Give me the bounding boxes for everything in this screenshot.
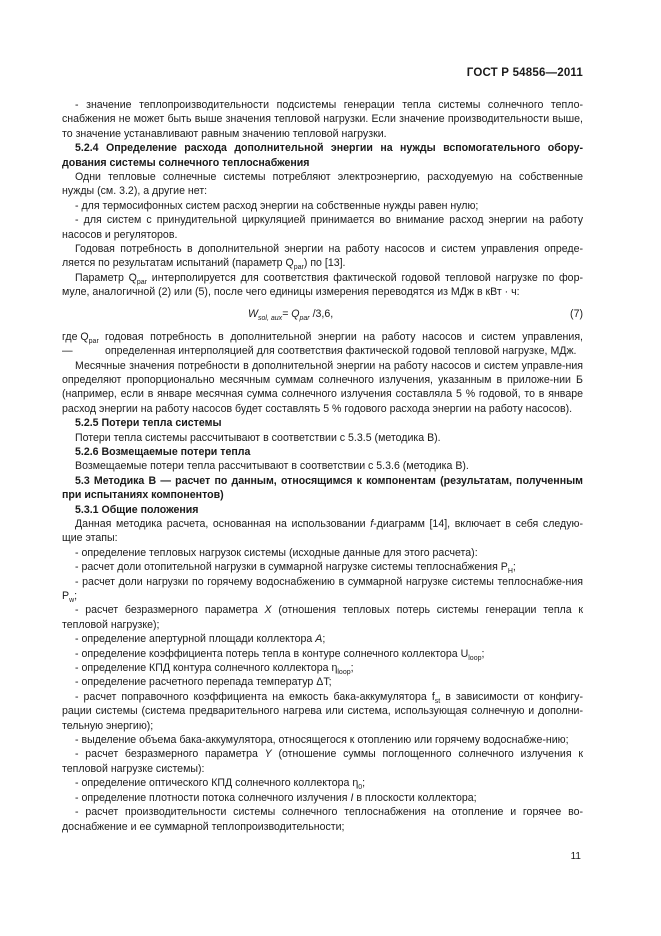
- paragraph: Годовая потребность в дополнительной энергии на работу насосов и систем управления опреде-ляется по результатам испытаний (параметр $Q_{par}$) по [13].: [62, 243, 583, 272]
- list-item: - определение оптического КПД солнечного коллектора $\eta_0$;: [75, 777, 366, 792]
- list-item: - определение КПД контура солнечного коллектора $\eta_{loop}$;: [75, 662, 354, 677]
- list-item: - определение апертурной площади коллектора A;: [75, 633, 326, 646]
- list-item: - для термосифонных систем расход энергии на собственные нужды равен нулю;: [75, 199, 479, 212]
- list-item: - расчет производительности системы солнечного теплоснабжения на отопление и горячее во-доснабжение и ее суммарной теплопроизводительности;: [62, 806, 583, 833]
- section-heading-5-2-5: 5.2.5 Потери тепла системы: [75, 417, 222, 430]
- list-item: - для систем с принудительной циркуляцией принимается во внимание расход энергии на работу насосов и регуляторов.: [62, 214, 583, 241]
- paragraph: Потери тепла системы рассчитывают в соответствии с 5.3.5 (методика В).: [75, 431, 441, 444]
- standard-code-header: ГОСТ Р 54856—2011: [466, 67, 583, 79]
- paragraph: Одни тепловые солнечные системы потребляют электроэнергию, расходуемую на собственные нужды (см. 3.2), а другие нет:: [62, 171, 583, 198]
- formula-expression: $W_{sol, aux}= Q_{par}$ /3,6,: [248, 307, 334, 322]
- formula-7: [62, 302, 583, 330]
- paragraph: Параметр $Q_{par}$ интерполируется для соответствия фактической годовой тепловой нагрузке по фор-муле, аналогичной (2) или (5), после чего единицы измерения переводятся из МДж в кВт · ч:: [62, 271, 583, 299]
- formula-legend: [62, 330, 583, 359]
- list-item: - расчет доли отопительной нагрузки в суммарной нагрузке системы теплоснабжения $P_H$;: [75, 561, 516, 576]
- list-item: - расчет поправочного коэффициента на емкость бака-аккумулятора $f_{st}$ в зависимости от конфигу-рации системы (система предварительного нагрева или система, использующая солнечную и дополни-тельную энергию);: [62, 690, 583, 732]
- list-item: - расчет доли нагрузки по горячему водоснабжению в суммарной нагрузке системы теплоснабже-ния $P_w$;: [62, 575, 583, 605]
- list-item: - определение расчетного перепада температур ΔT;: [75, 676, 332, 689]
- list-item: - определение тепловых нагрузок системы (исходные данные для этого расчета):: [75, 546, 478, 559]
- document-body: [62, 98, 583, 834]
- list-item: - расчет безразмерного параметра X (отношения тепловых потерь системы генерации тепла к тепловой нагрузке);: [62, 604, 583, 631]
- paragraph: Данная методика расчета, основанная на использовании f-диаграмм [14], включает в себя следую-щие этапы:: [62, 517, 583, 545]
- list-item: - определение плотности потока солнечного излучения I в плоскости коллектора;: [75, 791, 477, 804]
- section-heading-5-3-1: 5.3.1 Общие положения: [75, 503, 199, 516]
- list-item: - расчет безразмерного параметра Y (отношение суммы поглощенного солнечного излучения к тепловой нагрузке системы):: [62, 748, 583, 775]
- section-heading-5-2-4: 5.2.4 Определение расхода дополнительной энергии на нужды вспомогательного обору-дования системы солнечного теплоснабжения: [62, 142, 583, 169]
- page-number: 11: [570, 851, 581, 862]
- paragraph: Месячные значения потребности в дополнительной энергии на работу насосов и систем управле-ния определяют пропорционально месячным суммам солнечного излучения, указанным в приложе-нии Б (например, если в январе месячная сумма солнечного излучения составляла 5 % годовой, то в январе расход энергии на работу насосов будет составлять 5 % годового расхода энергии на работу насосов).: [62, 359, 583, 415]
- list-item: - определение коэффициента потерь тепла в контуре солнечного коллектора $U_{loop}$;: [75, 647, 485, 662]
- formula-number: (7): [570, 307, 583, 320]
- legend-text: годовая потребность в дополнительной энергии на работу насосов и систем управления, определенная интерполяцией для соответствия фактической годовой тепловой нагрузке, МДж.: [105, 330, 583, 358]
- paragraph: - значение теплопроизводительности подсистемы генерации тепла системы солнечного тепло-снабжения не может быть выше значения тепловой нагрузки. Если значение производительности выше, то значение устанавливают равным значению тепловой нагрузки.: [62, 99, 583, 140]
- paragraph: Возмещаемые потери тепла рассчитывают в соответствии с 5.3.6 (методика В).: [75, 460, 469, 473]
- section-heading-5-2-6: 5.2.6 Возмещаемые потери тепла: [75, 445, 251, 458]
- legend-symbol: где $Q_{par}$ —: [62, 330, 99, 358]
- list-item: - выделение объема бака-аккумулятора, относящегося к отоплению или горячему водоснабже-нию;: [75, 734, 569, 747]
- section-heading-5-3: 5.3 Методика В — расчет по данным, относящимся к компонентам (результатам, полученным при испытаниях компонентов): [62, 474, 583, 502]
